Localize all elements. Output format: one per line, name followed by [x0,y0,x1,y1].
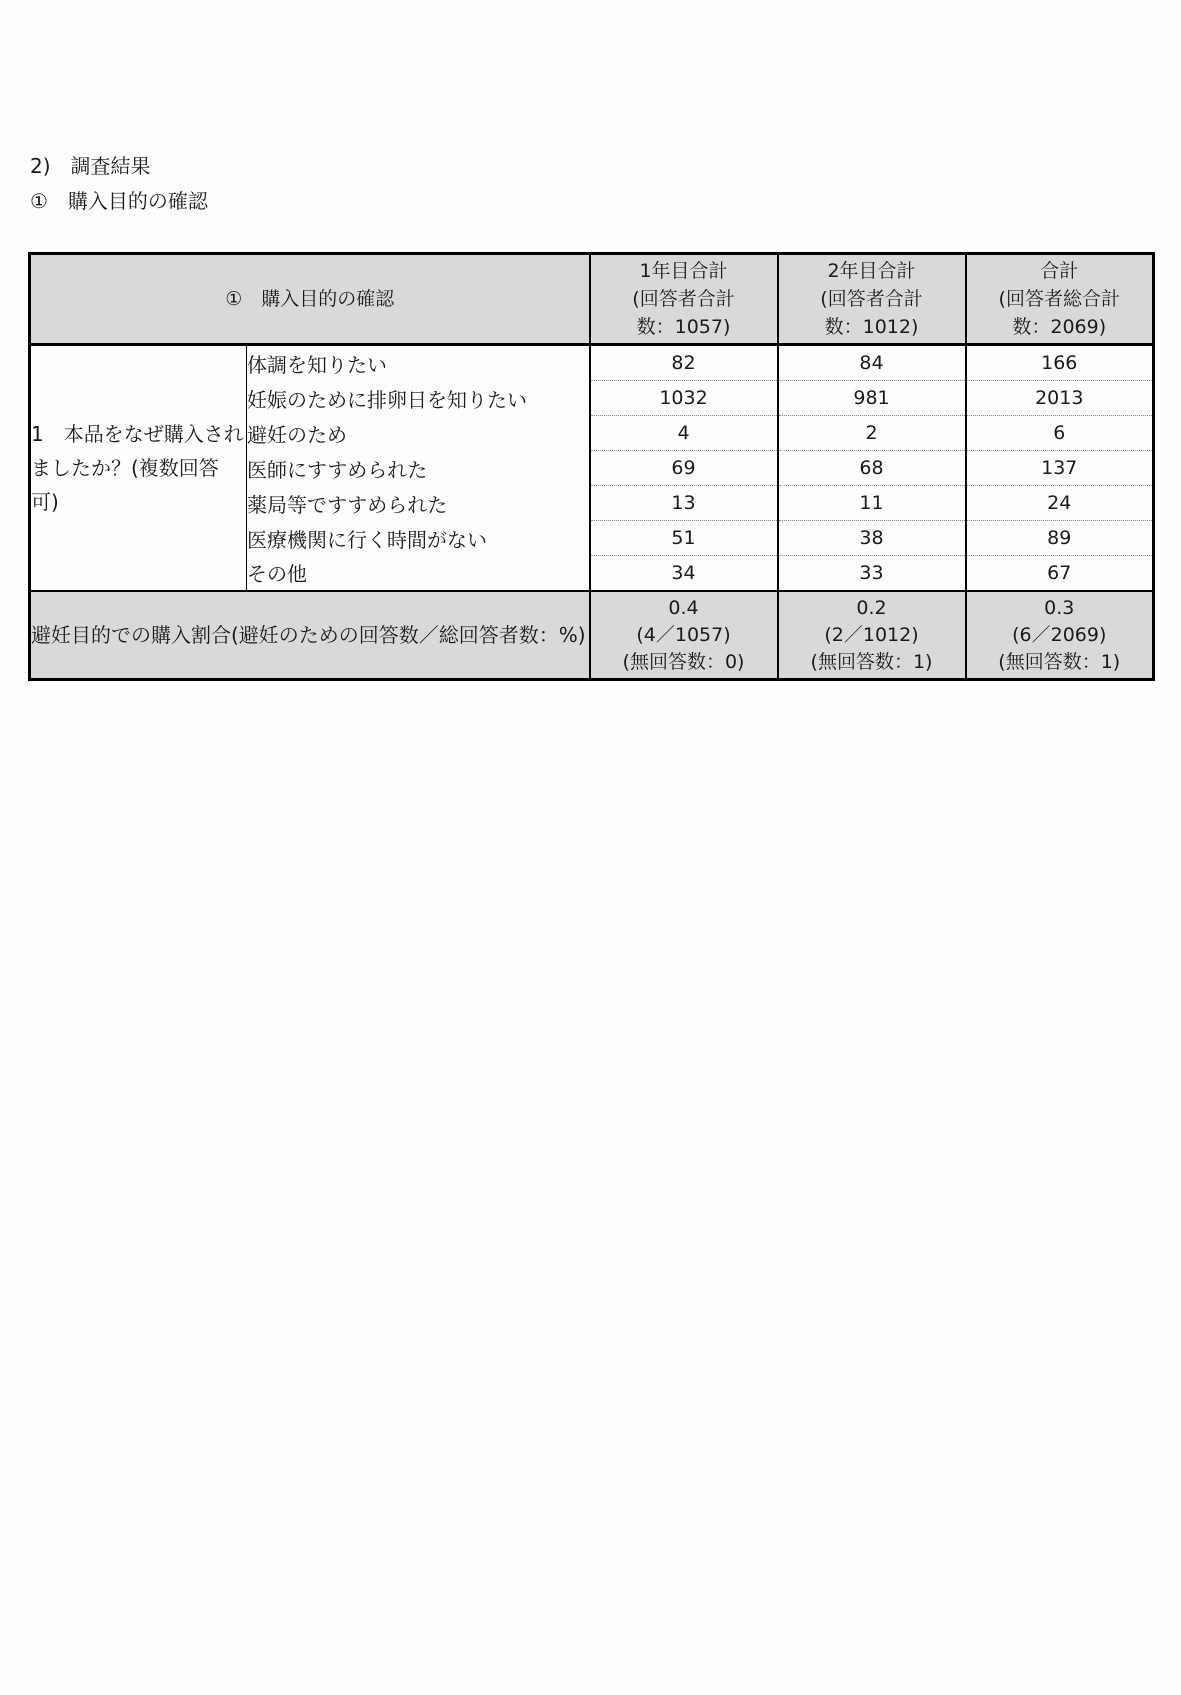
subsection-heading: ① 購入目的の確認 [30,189,208,213]
ratio-value: 0.3 [1044,596,1075,619]
value-cell: 82 [590,345,778,381]
table-row [30,345,1154,381]
ratio-no-answer: (無回答数：1) [810,650,933,673]
value-cell: 84 [778,345,966,381]
column-header-line: (回答者合計 [632,288,735,310]
value-cell: 24 [966,486,1154,521]
answer-label: 薬局等ですすめられた [247,486,590,521]
value-cell: 38 [778,521,966,556]
column-header-line: 1年目合計 [639,260,728,282]
value-cell: 33 [778,556,966,592]
ratio-value: 0.2 [856,596,887,619]
column-header-line: 合計 [1040,260,1079,282]
value-cell: 1032 [590,381,778,416]
column-header-line: 数：1057) [636,316,731,338]
ratio-fraction: (4／1057) [636,623,731,646]
value-cell: 67 [1047,562,1072,584]
ratio-fraction: (2／1012) [824,623,919,646]
value-cell: 137 [966,451,1154,486]
answer-label: 医師にすすめられた [247,451,590,486]
answer-label: 医療機関に行く時間がない [247,521,590,556]
ratio-cell-year1 [590,591,778,680]
ratio-row [30,591,1154,680]
value-cell: 166 [966,345,1154,381]
answer-label: 妊娠のために排卵日を知りたい [247,381,590,416]
value-cell: 4 [590,416,778,451]
value-cell: 13 [590,486,778,521]
value-cell: 2013 [966,381,1154,416]
ratio-value: 0.4 [668,596,699,619]
value-cell: 11 [778,486,966,521]
column-header-line: 数：2069) [1012,316,1107,338]
value-cell: 51 [590,521,778,556]
value-cell: 89 [966,521,1154,556]
purchase-purpose-table [28,252,1155,681]
column-header-line: (回答者合計 [820,288,923,310]
column-header-total [966,254,1154,345]
value-cell: 34 [590,556,778,592]
ratio-no-answer: (無回答数：1) [998,650,1121,673]
value-cell: 68 [778,451,966,486]
ratio-cell-year2 [778,591,966,680]
column-header-line: 2年目合計 [827,260,916,282]
column-header-year2 [778,254,966,345]
column-header-line: (回答者総合計 [998,288,1120,310]
ratio-cell-total [966,591,1154,680]
answer-label: 避妊のため [247,416,590,451]
section-heading: 2) 調査結果 [30,154,151,178]
ratio-fraction: (6／2069) [1012,623,1107,646]
answer-label: その他 [247,556,590,592]
value-cell: 2 [778,416,966,451]
table-header-row [30,254,1154,345]
value-cell: 981 [778,381,966,416]
ratio-no-answer: (無回答数：0) [622,650,745,673]
value-cell: 69 [590,451,778,486]
ratio-label: 避妊目的での購入割合(避妊のための回答数／総回答者数：%) [30,591,590,680]
table-title: ① 購入目的の確認 [30,254,590,345]
column-header-year1 [590,254,778,345]
answer-label: 体調を知りたい [247,345,590,381]
question-cell: 1 本品をなぜ購入されましたか？(複数回答可) [30,345,247,592]
value-cell: 6 [966,416,1154,451]
column-header-line: 数：1012) [824,316,919,338]
